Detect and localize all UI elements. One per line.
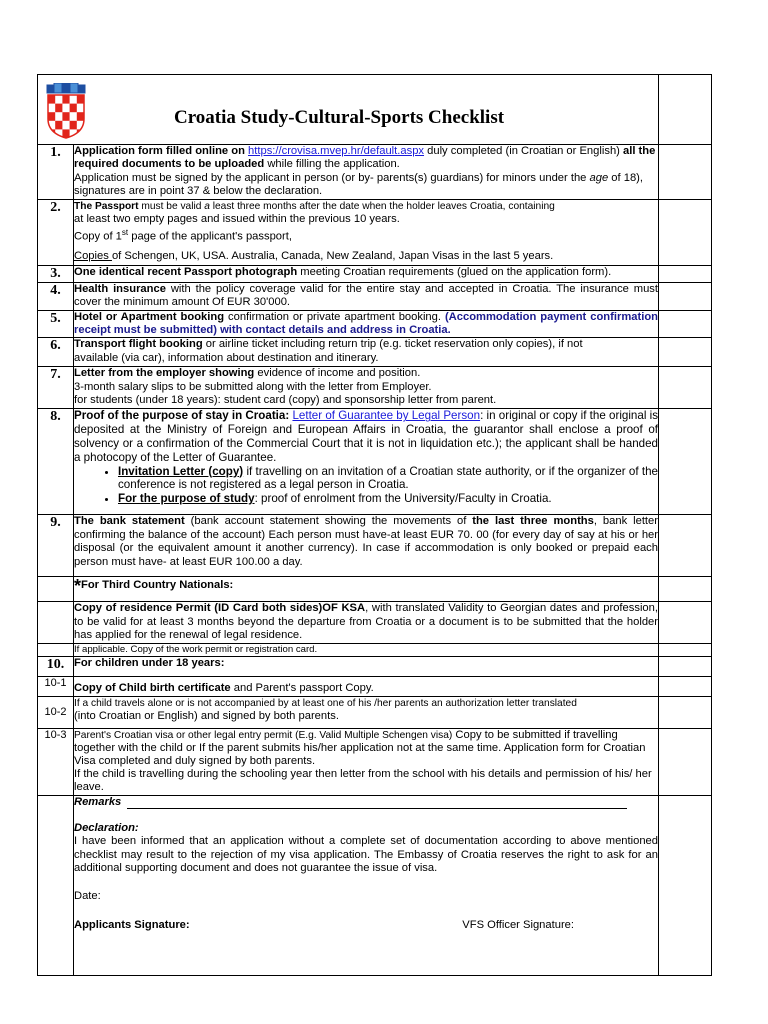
blank-number-cell bbox=[38, 643, 74, 656]
bullet-invitation-letter: • Invitation Letter (copy) if travelling on an invitation of a Croatian state authority, or if the organizer of the conference is not registered as a legal person in Croatia. bbox=[118, 465, 658, 493]
checklist-sheet bbox=[37, 74, 711, 974]
sub-item-number: 10-1 bbox=[38, 676, 74, 696]
item-number: 3. bbox=[38, 265, 74, 282]
bullet-purpose-of-study: • For the purpose of study: proof of enrolment from the University/Faculty in Croatia. bbox=[118, 492, 658, 506]
application-url-link[interactable]: https://crovisa.mvep.hr/default.aspx bbox=[248, 145, 425, 157]
item-number: 2. bbox=[38, 199, 74, 265]
declaration-label: Declaration: bbox=[74, 822, 139, 835]
check-cell[interactable] bbox=[659, 338, 712, 367]
letter-of-guarantee-link[interactable]: Letter of Guarantee by Legal Person bbox=[292, 409, 481, 423]
item-number: 8. bbox=[38, 409, 74, 515]
item-3-text: One identical recent Passport photograph meeting Croatian requirements (glued on the application form). bbox=[74, 265, 659, 282]
declaration-text: I have been informed that an application without a complete set of documentation according to above mentioned checklist may result to the rejection of my visa application. The Embassy of Croatia reserves the right to ask for an additional supporting document and does not guarantee the issue of visa. bbox=[74, 835, 658, 875]
item-7-text: Letter from the employer showing evidence of income and position. 3-month salary slips to be submitted along with the letter from Employer. for students (under 18 years): student card (copy) and sponsorship letter from parent. bbox=[74, 367, 659, 409]
sub-item-10-1-text: Copy of Child birth certificate and Parent's passport Copy. bbox=[74, 676, 659, 696]
check-cell[interactable] bbox=[659, 656, 712, 676]
check-cell[interactable] bbox=[659, 602, 712, 643]
date-field[interactable]: Date: bbox=[74, 889, 101, 902]
officer-signature-field[interactable]: VFS Officer Signature: bbox=[462, 919, 574, 932]
children-heading: For children under 18 years: bbox=[74, 656, 659, 676]
item-number: 1. bbox=[38, 145, 74, 200]
check-cell[interactable] bbox=[659, 145, 712, 200]
item-4-text: Health insurance with the policy coverage valid for the entire stay and accepted in Croatia. The insurance must cover the minimum amount Of EUR 30'000. bbox=[74, 282, 659, 310]
check-cell[interactable] bbox=[659, 577, 712, 602]
item-number: 4. bbox=[38, 282, 74, 310]
item-number: 6. bbox=[38, 338, 74, 367]
item-9-text: The bank statement (bank account statement showing the movements of the last three months, bank letter confirming the balance of the account) Each person must have-at least EUR 70. 00 (for every day of say at his or her disposal (or the equivalent amount it another currency). In case if accommodation is only booked or prepaid each person must have- at least EUR 100.00 a day. bbox=[74, 515, 659, 577]
sub-item-10-3-text: Parent's Croatian visa or other legal entry permit (E.g. Valid Multiple Schengen visa) Copy to be submitted if travelling together with the child or If the parent submits his/her application not at the same time. Application form for Croatian Visa completed and duly signed by both parents. If the child is travelling during the schooling year then letter from the school with his details and permission of his/ her leave. bbox=[74, 728, 659, 795]
check-cell[interactable] bbox=[659, 728, 712, 795]
work-permit-text: If applicable. Copy of the work permit or registration card. bbox=[74, 643, 659, 656]
remarks-declaration-cell bbox=[74, 795, 659, 975]
page-title: Croatia Study-Cultural-Sports Checklist bbox=[174, 107, 505, 128]
item-5-text: Hotel or Apartment booking confirmation or private apartment booking. (Accommodation payment confirmation receipt must be submitted) with contact details and address in Croatia. bbox=[74, 310, 658, 337]
check-cell[interactable] bbox=[659, 696, 712, 728]
item-1-text: Application form filled online on https://crovisa.mvep.hr/default.aspx duly completed (in Croatian or English) all the required documents to be uploaded while filling the application. Application must be signed by the applicant in person (or by- parents(s) guardians) for minors under the age of 18), signatures are in point 37 & below the declaration. bbox=[74, 145, 659, 200]
residence-permit-text: Copy of residence Permit (ID Card both sides)OF KSA, with translated Validity to Georgian dates and profession, to be valid for at least 3 months beyond the departure from Croatia or a document is to be submitted that the holder has applied for the renewal of legal residence. bbox=[74, 602, 658, 642]
check-cell[interactable] bbox=[659, 265, 712, 282]
sub-item-10-2-text: If a child travels alone or is not accompanied by at least one of his /her parents an authorization letter translated (into Croatian or English) and signed by both parents. bbox=[74, 696, 659, 728]
check-cell[interactable] bbox=[659, 676, 712, 696]
remarks-input-line[interactable] bbox=[127, 797, 627, 809]
sub-item-number: 10-3 bbox=[38, 728, 74, 795]
blank-number-cell bbox=[38, 795, 74, 975]
check-cell[interactable] bbox=[659, 515, 712, 577]
check-cell[interactable] bbox=[659, 643, 712, 656]
check-cell[interactable] bbox=[659, 310, 712, 338]
sub-item-number: 10-2 bbox=[38, 696, 74, 728]
item-2-text: The Passport must be valid a least three months after the date when the holder leaves Croatia, containing at least two empty pages and issued within the previous 10 years. Copy of 1st page of the applicant's passport, Copies of Schengen, UK, USA. Australia, Canada, New Zealand, Japan Visas in the last 5 years. bbox=[74, 199, 659, 265]
item-number: 9. bbox=[38, 515, 74, 577]
applicant-signature-field[interactable]: Applicants Signature: bbox=[74, 919, 190, 932]
check-cell[interactable] bbox=[659, 367, 712, 409]
check-column-cell bbox=[659, 75, 712, 145]
check-cell[interactable] bbox=[659, 795, 712, 975]
item-8-text: Proof of the purpose of stay in Croatia: Letter of Guarantee by Legal Person: in original or copy if the original is deposited at the Ministry of Foreign and European Affairs in Croatia, the guarantor shall enclose a proof of solvency or a confirmation of the Commercial Court that it is not in liquidation etc.); the applicant shall be handed a photocopy of the Letter of Guarantee. • Invitation Letter (copy) if travelling on an invitation of a Croatian state authority, or if the organizer of the conference is not registered as a legal person in Croatia. • For the purpose of study: proof of enrolment from the University/Faculty in Croatia. bbox=[74, 409, 659, 515]
croatian-coat-of-arms-icon bbox=[44, 83, 88, 139]
item-number: 5. bbox=[38, 310, 74, 338]
check-cell[interactable] bbox=[659, 409, 712, 515]
item-number: 7. bbox=[38, 367, 74, 409]
remarks-label: Remarks bbox=[74, 795, 122, 808]
check-cell[interactable] bbox=[659, 199, 712, 265]
blank-number-cell bbox=[38, 602, 74, 643]
item-6-text: Transport flight booking or airline ticket including return trip (e.g. ticket reservation only copies), if not available (via car), information about destination and itinerary. bbox=[74, 338, 659, 367]
checklist-table bbox=[37, 74, 712, 976]
blank-number-cell bbox=[38, 577, 74, 602]
third-country-heading: *For Third Country Nationals: bbox=[74, 577, 659, 602]
header-cell bbox=[38, 75, 659, 145]
check-cell[interactable] bbox=[659, 282, 712, 310]
remarks-row bbox=[74, 796, 658, 809]
item-number: 10. bbox=[38, 656, 74, 676]
